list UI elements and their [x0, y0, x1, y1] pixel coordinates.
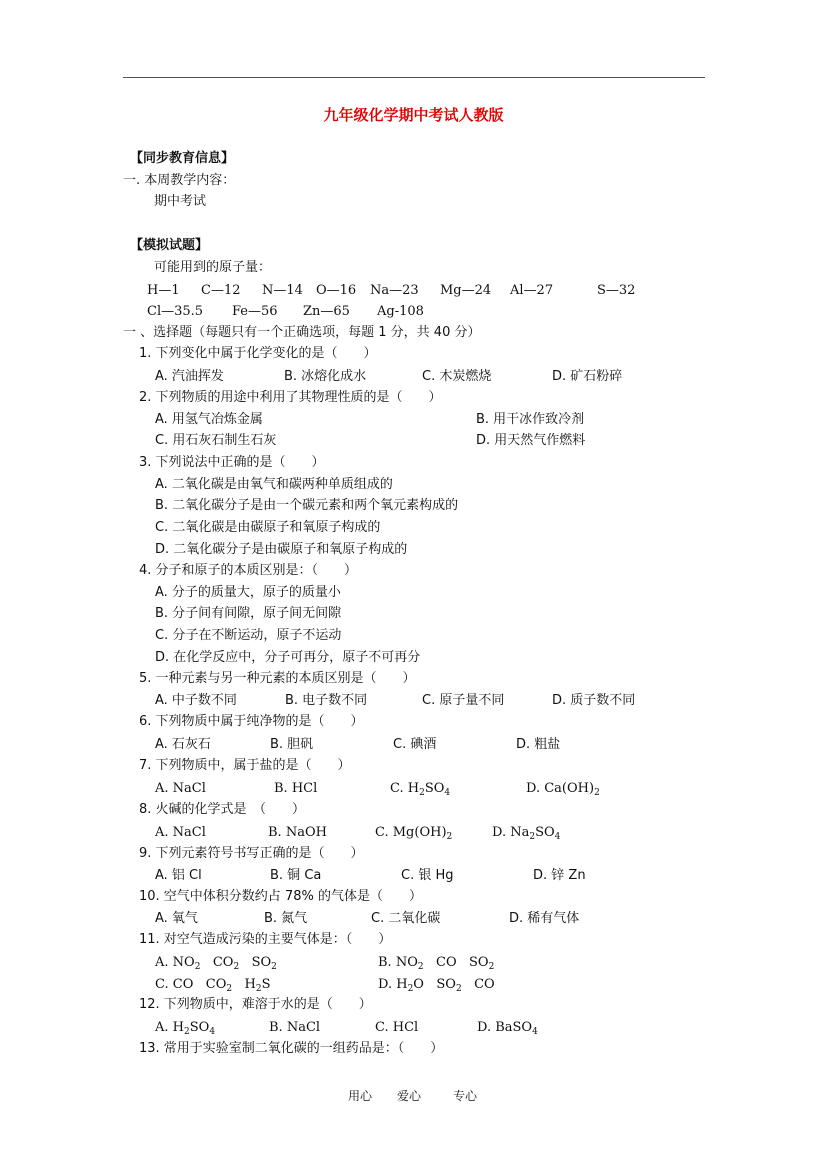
option-c: C. $Mg(OH)_2$ [375, 825, 453, 842]
option-b: B. HCl [274, 781, 318, 796]
question-stem: 4. 分子和原子的本质区别是：（ ） [139, 563, 358, 578]
question-stem: 8. 火碱的化学式是 （ ） [139, 802, 306, 817]
option-c: C. CO $CO_2$ $H_2S$ [155, 977, 271, 994]
option-a: A. 分子的质量大，原子的质量小 [155, 585, 341, 600]
atomic-weight: O—16 [316, 283, 357, 298]
atomic-weight: S—32 [597, 283, 636, 298]
option-b: B. 电子数不同 [285, 693, 368, 708]
option-a: A. 用氢气冶炼金属 [155, 412, 263, 427]
section-header-mock: 【模拟试题】 [130, 238, 209, 253]
question-stem: 7. 下列物质中，属于盐的是（ ） [139, 758, 351, 773]
option-b: B. 胆矾 [270, 737, 314, 752]
option-c: C. $H_2SO_4$ [390, 781, 451, 798]
option-d: D. $H_2O$ $SO_2$ CO [378, 977, 495, 994]
option-a: A. $H_2SO_4$ [155, 1020, 216, 1037]
question-stem: 10. 空气中体积分数约占 78% 的气体是（ ） [139, 889, 422, 904]
question-stem: 12. 下列物质中，难溶于水的是（ ） [139, 997, 372, 1012]
option-c: C. 原子量不同 [422, 693, 505, 708]
content-value: 期中考试 [154, 194, 207, 209]
section-header-sync: 【同步教育信息】 [130, 151, 235, 166]
option-b: B. 分子间有间隙，原子间无间隙 [155, 606, 342, 621]
option-b: B. 铜 Ca [270, 868, 322, 883]
footer-word: 专心 [453, 1089, 478, 1103]
page-title: 九年级化学期中考试人教版 [323, 106, 504, 124]
header-rule [123, 77, 705, 78]
footer-word: 用心 [348, 1089, 373, 1103]
option-b: B. 冰熔化成水 [284, 369, 367, 384]
question-stem: 1. 下列变化中属于化学变化的是（ ） [139, 346, 377, 361]
option-a: A. NaCl [155, 781, 206, 796]
option-c: C. 用石灰石制生石灰 [155, 433, 277, 448]
option-d: D. 用天然气作燃料 [476, 433, 586, 448]
option-a: A. NaCl [155, 825, 206, 840]
question-stem: 13. 常用于实验室制二氧化碳的一组药品是：（ ） [139, 1041, 444, 1056]
atomic-weight: Na—23 [370, 283, 419, 298]
option-c: C. 二氧化碳 [371, 911, 441, 926]
atomic-weight: Zn—65 [303, 304, 350, 319]
atomic-weight: Al—27 [510, 283, 554, 298]
question-stem: 2. 下列物质的用途中利用了其物理性质的是（ ） [139, 390, 442, 405]
atomic-weight: H—1 [147, 283, 180, 298]
question-stem: 9. 下列元素符号书写正确的是（ ） [139, 846, 364, 861]
option-d: D. 锌 Zn [533, 868, 586, 883]
atomic-weight: C—12 [201, 283, 241, 298]
option-b: B. NaCl [269, 1020, 321, 1035]
option-d: D. BaSO$_4$ [477, 1020, 538, 1037]
option-b: B. 氮气 [264, 911, 308, 926]
option-d: D. $Ca(OH)_2$ [526, 781, 600, 798]
atomic-weight: N—14 [262, 283, 303, 298]
option-d: D. 粗盐 [516, 737, 561, 752]
question-stem: 6. 下列物质中属于纯净物的是（ ） [139, 714, 364, 729]
option-c: C. HCl [375, 1020, 419, 1035]
option-a: A. 铝 Cl [155, 868, 202, 883]
option-a: A. 中子数不同 [155, 693, 237, 708]
option-a: A. 汽油挥发 [155, 369, 224, 384]
content-label: 一. 本周教学内容： [123, 173, 236, 188]
option-d: D. $Na_2SO_4$ [492, 825, 561, 842]
option-a: A. 二氧化碳是由氧气和碳两种单质组成的 [155, 477, 393, 492]
atomic-intro: 可能用到的原子量： [154, 260, 272, 275]
option-b: B. NaOH [268, 825, 327, 840]
option-c: C. 木炭燃烧 [422, 369, 492, 384]
option-d: D. 稀有气体 [509, 911, 580, 926]
option-c: C. 二氧化碳是由碳原子和氧原子构成的 [155, 520, 381, 535]
option-a: A. $NO_2$ $CO_2$ $SO_2$ [155, 955, 277, 972]
part-title: 一 、选择题（每题只有一个正确选项，每题 1 分，共 40 分） [123, 325, 481, 340]
option-c: C. 分子在不断运动，原子不运动 [155, 628, 342, 643]
option-d: D. 二氧化碳分子是由碳原子和氧原子构成的 [155, 542, 408, 557]
option-a: A. 石灰石 [155, 737, 211, 752]
atomic-weight: Mg—24 [440, 283, 492, 298]
question-stem: 3. 下列说法中正确的是（ ） [139, 455, 325, 470]
atomic-weight: Ag-108 [377, 304, 424, 319]
question-stem: 11. 对空气造成污染的主要气体是：（ ） [139, 932, 392, 947]
option-c: C. 碘酒 [393, 737, 437, 752]
atomic-weight: Cl—35.5 [147, 304, 204, 319]
atomic-weight: Fe—56 [232, 304, 278, 319]
option-d: D. 质子数不同 [552, 693, 636, 708]
option-c: C. 银 Hg [401, 868, 454, 883]
option-d: D. 在化学反应中，分子可再分，原子不可再分 [155, 650, 421, 665]
option-b: B. 用干冰作致冷剂 [476, 412, 585, 427]
option-b: B. $NO_2$ CO $SO_2$ [378, 955, 495, 972]
option-d: D. 矿石粉碎 [552, 369, 623, 384]
question-stem: 5. 一种元素与另一种元素的本质区别是（ ） [139, 671, 416, 686]
footer-word: 爱心 [397, 1089, 422, 1103]
option-b: B. 二氧化碳分子是由一个碳元素和两个氧元素构成的 [155, 498, 459, 513]
option-a: A. 氧气 [155, 911, 198, 926]
